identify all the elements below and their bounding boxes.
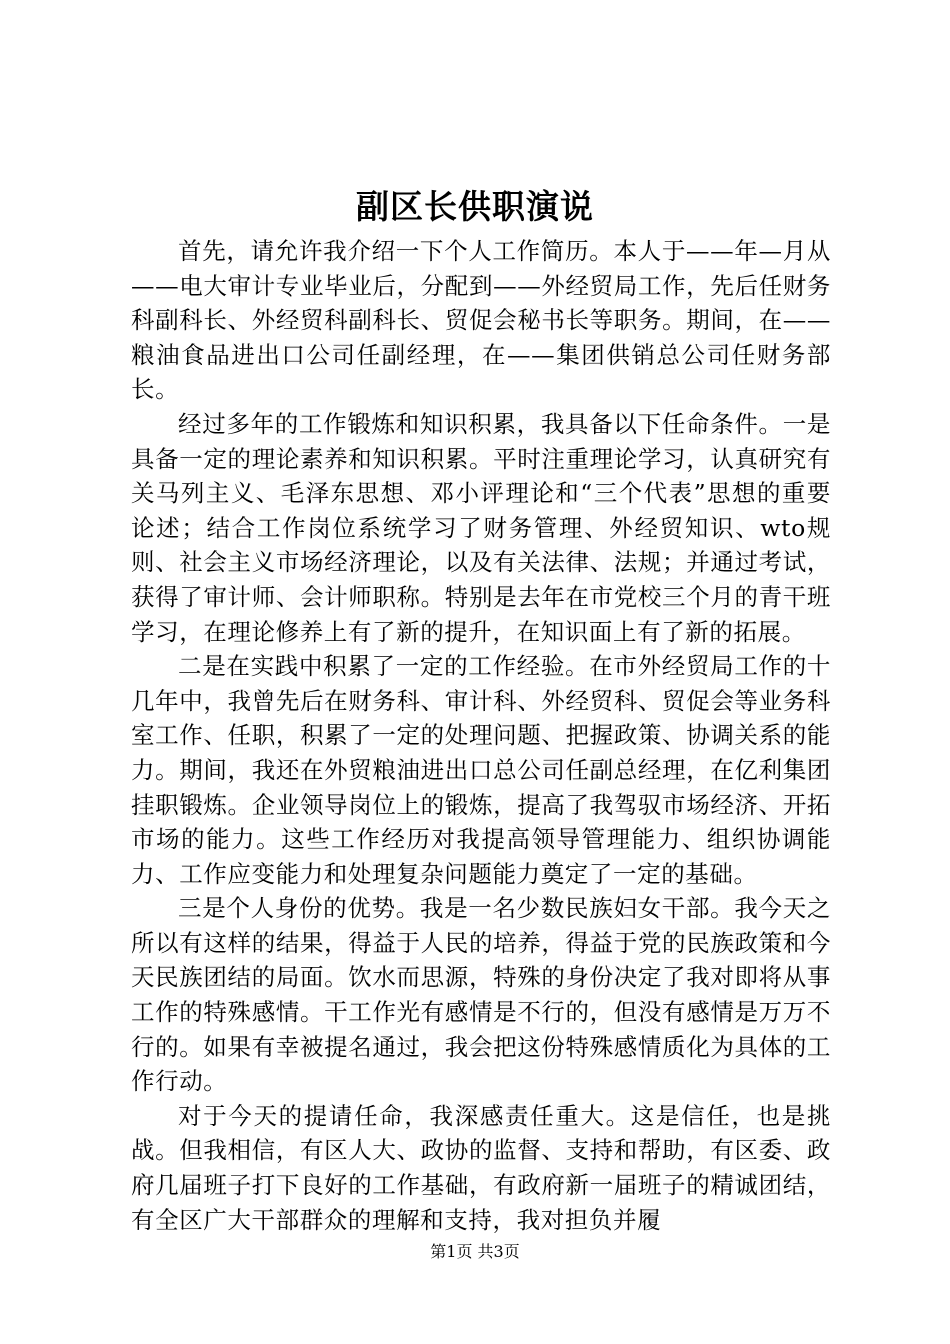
paragraph-identity: 三是个人身份的优势。我是一名少数民族妇女干部。我今天之所以有这样的结果，得益于人民的培养，得益于党的民族政策和今天民族团结的局面。饮水而思源，特殊的身份决定了我对即将从事工作的特殊感情。干工作光有感情是不行的，但没有感情是万万不行的。如果有幸被提名通过，我会把这份特殊感情质化为具体的工作行动。 — [131, 894, 831, 1096]
document-title: 副区长供职演说 — [356, 187, 594, 226]
document-body — [131, 234, 831, 1237]
paragraph-work-history: 首先，请允许我介绍一下个人工作简历。本人于——年—月从——电大审计专业毕业后，分配到——外经贸局工作，先后任财务科副科长、外经贸科副科长、贸促会秘书长等职务。期间，在——粮油食品进出口公司任副经理，在——集团供销总公司任财务部长。 — [131, 237, 831, 404]
paragraph-responsibility: 对于今天的提请任命，我深感责任重大。这是信任，也是挑战。但我相信，有区人大、政协的监督、支持和帮助，有区委、政府几届班子打下良好的工作基础，有政府新一届班子的精诚团结，有全区广大干部群众的理解和支持，我对担负并履 — [131, 1101, 831, 1234]
page-number-footer: 第1页 共3页 — [430, 1242, 520, 1261]
paragraph-experience: 二是在实践中积累了一定的工作经验。在市外经贸局工作的十几年中，我曾先后在财务科、审计科、外经贸科、贸促会等业务科室工作、任职，积累了一定的处理问题、把握政策、协调关系的能力。期间，我还在外贸粮油进出口总公司任副总经理，在亿利集团挂职锻炼。企业领导岗位上的锻炼，提高了我驾驭市场经济、开拓市场的能力。这些工作经历对我提高领导管理能力、组织协调能力、工作应变能力和处理复杂问题能力奠定了一定的基础。 — [131, 652, 831, 888]
paragraph-qualifications: 经过多年的工作锻炼和知识积累，我具备以下任命条件。一是具备一定的理论素养和知识积累。平时注重理论学习，认真研究有关马列主义、毛泽东思想、邓小评理论和“三个代表”思想的重要论述；结合工作岗位系统学习了财务管理、外经贸知识、wto规则、社会主义市场经济理论，以及有关法律、法规；并通过考试，获得了审计师、会计师职称。特别是去年在市党校三个月的青干班学习，在理论修养上有了新的提升，在知识面上有了新的拓展。 — [131, 409, 831, 646]
